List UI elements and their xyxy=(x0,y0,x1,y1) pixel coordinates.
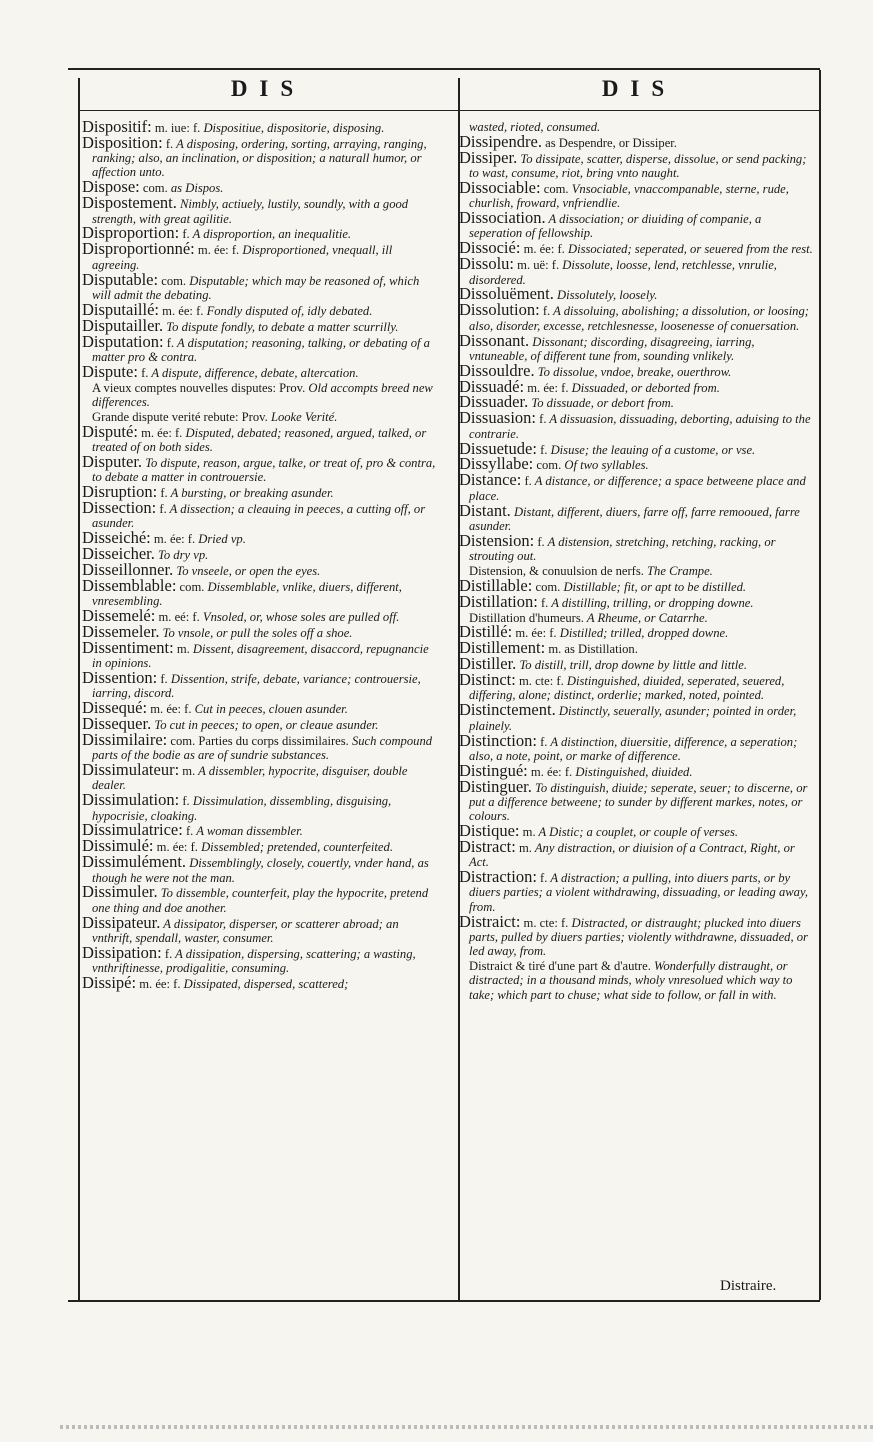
headword: Dissyllabe: xyxy=(459,454,534,474)
entry-grammar: A vieux comptes nouvelles disputes: Prov. xyxy=(92,380,306,395)
entry-grammar: f. xyxy=(536,412,547,427)
entry-definition: A dissection; a cleauing in peeces, a cutting off, or asunder. xyxy=(92,501,426,531)
entry-definition: To distinguish, diuide; seperate, seuer; to discerne, or put a difference betweene; to sunder by different markes, notes, or colours. xyxy=(469,780,808,824)
header-rule-right xyxy=(458,110,819,111)
dictionary-entry xyxy=(82,381,438,410)
headword: Disputer. xyxy=(82,451,143,471)
dictionary-entry xyxy=(82,331,438,365)
entry-definition: Fondly disputed of, idly debated. xyxy=(203,303,373,318)
entry-grammar: m. xyxy=(173,641,190,656)
entry-grammar: f. xyxy=(521,474,532,489)
entry-grammar: m. ée: f. xyxy=(147,702,192,717)
entry-definition: A dissipation, dispersing, scattering; a wasting, vnthriftinesse, prodigalitie, consuming. xyxy=(92,946,416,976)
dictionary-entry xyxy=(82,852,438,885)
headword: Distillation: xyxy=(459,591,538,611)
headword: Distillé: xyxy=(459,622,513,642)
entry-definition: A distraction; a pulling, into diuers parts, or by diuers parties; a violent withdrawing, dissuading, or leading away, from. xyxy=(469,871,808,914)
entry-grammar: com. xyxy=(139,181,168,196)
entry-definition: Such compound parts of the bodie as are of sundrie substances. xyxy=(92,733,433,763)
headword: Distant. xyxy=(459,500,511,520)
entry-grammar: f. xyxy=(534,534,545,549)
headword: Distension: xyxy=(459,530,535,550)
entry-definition: Distant, different, diuers, farre off, farre remooued, farre asunder. xyxy=(469,504,800,533)
entry-definition: wasted, rioted, consumed. xyxy=(469,120,601,134)
entry-definition: Wonderfully distraught, or distracted; in a thousand minds, wholy vnresolued which way to take; which part to chuse; what side to follow, or fall in with. xyxy=(469,959,793,1002)
headword: Dispositif: xyxy=(82,117,152,136)
entry-grammar: com. xyxy=(540,181,569,196)
headword: Dispose: xyxy=(82,177,140,197)
entry-grammar: f. xyxy=(162,136,174,151)
headword: Dissouldre. xyxy=(459,360,535,380)
running-head-left: DIS xyxy=(230,76,306,101)
entry-definition: Dissimulation, dissembling, disguising, hypocrisie, cloaking. xyxy=(92,794,392,823)
headword: Dissolu: xyxy=(459,254,515,274)
entry-definition: A distance, or difference; a space betweene place and place. xyxy=(469,474,806,503)
dictionary-entry xyxy=(459,776,813,824)
dictionary-entry xyxy=(459,500,813,534)
headword: Dispostement. xyxy=(82,193,177,213)
entry-grammar: f. xyxy=(137,365,149,380)
entry-definition: A woman dissembler. xyxy=(193,824,303,839)
entry-grammar: m. ée: f. xyxy=(520,242,565,257)
entry-definition: To distill, trill, drop downe by little and little. xyxy=(516,658,747,673)
entry-grammar: m. ée: f. xyxy=(524,380,569,395)
entry-definition: Dissemblingly, closely, couertly, vnder hand, as though he were not the man. xyxy=(92,856,429,885)
entry-grammar: m. ée: f. xyxy=(527,764,573,779)
dictionary-entry xyxy=(82,760,438,793)
dictionary-entry xyxy=(82,790,438,823)
entry-grammar: f. xyxy=(163,335,175,350)
bottom-rule xyxy=(68,1300,820,1302)
entry-definition: A disposing, ordering, sorting, arraying, ranging, ranking; also, an inclination, or disposition; a naturall humor, or affection unto. xyxy=(92,136,427,180)
scan-edge xyxy=(60,1425,873,1429)
headword: Dissemelé: xyxy=(82,605,156,625)
dictionary-entry xyxy=(82,912,438,946)
dictionary-entry xyxy=(459,300,813,333)
entry-definition: Disputable; which may be reasoned of, which will admit the debating. xyxy=(92,273,420,302)
entry-definition: Distracted, or distraught; plucked into diuers parts, pulled by diuers parties; violently withdrawne, dissuaded, or led away, from. xyxy=(469,915,808,959)
dictionary-entry xyxy=(459,147,813,181)
dictionary-entry xyxy=(459,408,813,441)
entry-definition: A dispute, difference, debate, altercation. xyxy=(148,365,359,380)
headword: Disseicher. xyxy=(82,544,155,563)
entry-grammar: m. xyxy=(515,840,532,855)
headword: Distance: xyxy=(459,470,522,490)
entry-definition: Distillable; fit, or apt to be distilled. xyxy=(560,579,747,594)
entry-grammar: com. xyxy=(533,458,562,473)
entry-grammar: m. ée: f. xyxy=(512,626,557,641)
entry-definition: A dissoluing, abolishing; a dissolution, or loosing; also, disorder, excesse, retchlesnesse, loosenesse of conuersation. xyxy=(469,304,809,333)
dictionary-entry xyxy=(459,670,813,703)
headword: Disputation: xyxy=(82,331,164,351)
entry-definition: Dissonant; discording, disagreeing, iarring, vntuneable, of different tune from, sounding vnlikely. xyxy=(469,334,755,363)
entry-definition: The Crampe. xyxy=(643,563,713,578)
entry-definition: A dissuasion, dissuading, deborting, aduising to the contrarie. xyxy=(469,412,811,441)
left-column xyxy=(82,117,438,992)
dictionary-entry xyxy=(459,208,813,241)
right-column xyxy=(459,120,813,1003)
entry-definition: To dispute, reason, argue, talke, or treat of, pro & contra, to debate a matter in controuersie. xyxy=(92,455,436,485)
entry-grammar: m. uë: f. xyxy=(514,258,560,273)
dictionary-entry xyxy=(82,451,438,485)
dictionary-entry xyxy=(459,177,813,211)
headword: Dissuasion: xyxy=(459,408,537,428)
entry-definition: Vnsoled, or, whose soles are pulled off. xyxy=(199,609,400,624)
headword: Distraction: xyxy=(459,867,537,887)
headword: Dissimuler. xyxy=(82,882,158,902)
entry-grammar: Distraict & tiré d'une part & d'autre. xyxy=(469,959,651,974)
entry-definition: To vnsole, or pull the soles off a shoe. xyxy=(159,625,353,640)
headword: Distinct: xyxy=(459,670,516,690)
headword: Disruption: xyxy=(82,482,158,502)
dictionary-entry xyxy=(82,667,438,701)
entry-grammar: f. xyxy=(536,734,548,749)
headword: Disposition: xyxy=(82,132,163,152)
entry-definition: A distilling, trilling, or dropping downe. xyxy=(548,595,754,610)
headword: Dissoluëment. xyxy=(459,284,554,304)
headword: Disproportion: xyxy=(82,223,180,243)
headword: Distract: xyxy=(459,836,516,856)
dictionary-entry xyxy=(82,637,438,671)
headword: Dissociable: xyxy=(459,177,541,197)
headword: Distinguer. xyxy=(459,776,532,796)
headword: Dissuader. xyxy=(459,392,529,412)
entry-grammar: com. Parties du corps dissimilaires. xyxy=(167,733,349,748)
dictionary-entry xyxy=(82,942,438,976)
entry-definition: To vnseele, or open the eyes. xyxy=(173,563,321,578)
entry-definition: Old accompts breed new differences. xyxy=(92,380,433,409)
headword: Dissequer. xyxy=(82,714,152,734)
dictionary-entry xyxy=(82,239,438,272)
headword: Dissipateur. xyxy=(82,912,161,932)
entry-definition: A Distic; a couplet, or couple of verses. xyxy=(535,825,738,840)
dictionary-entry xyxy=(82,361,438,381)
headword: Distraict: xyxy=(459,911,521,931)
dictionary-entry xyxy=(82,575,438,609)
headword: Dissuadé: xyxy=(459,376,525,396)
entry-grammar: f. xyxy=(157,671,168,686)
entry-definition: To dissipate, scatter, disperse, dissolue, or send packing; to wast, consume, riot, bring vnto naught. xyxy=(469,151,807,181)
entry-definition: A disproportion, an inequalitie. xyxy=(189,227,352,242)
entry-grammar: Distillation d'humeurs. xyxy=(469,610,584,625)
entry-definition: Distinguished, diuided. xyxy=(572,764,693,779)
entry-grammar: m. ée: f. xyxy=(159,303,204,318)
dictionary-entry xyxy=(82,973,438,992)
headword: Dissimulatrice: xyxy=(82,820,183,840)
entry-grammar: m. ée: f. xyxy=(136,977,181,991)
entry-definition: Disproportioned, vnequall, ill agreeing. xyxy=(92,243,393,272)
headword: Dissimulateur: xyxy=(82,760,180,780)
dictionary-entry xyxy=(459,530,813,564)
entry-grammar: f. xyxy=(157,486,168,501)
dictionary-entry xyxy=(82,729,438,763)
dictionary-entry xyxy=(459,591,813,611)
entry-definition: Nimbly, actiuely, lustily, soundly, with a good strength, with great agilitie. xyxy=(92,197,409,226)
headword: Dissociation. xyxy=(459,208,546,228)
entry-definition: Dissociated; seperated, or seuered from the rest. xyxy=(564,242,813,257)
headword: Disputable: xyxy=(82,269,159,289)
dictionary-entry xyxy=(82,132,438,180)
headword: Dissocié: xyxy=(459,238,521,258)
entry-definition: Dissemblable, vnlike, diuers, different, vnresembling. xyxy=(92,579,402,609)
entry-grammar: m. iue: f. xyxy=(151,121,201,135)
headword: Distiller. xyxy=(459,654,517,674)
top-rule xyxy=(68,68,820,70)
dictionary-entry xyxy=(459,867,813,914)
dictionary-entry xyxy=(82,193,438,226)
entry-definition: A dissipator, disperser, or scatterer abroad; an vnthrift, spendall, waster, consumer. xyxy=(92,916,399,945)
headword: Dissemeler. xyxy=(82,621,160,641)
entry-grammar: com. xyxy=(158,273,187,288)
dictionary-entry xyxy=(459,836,813,870)
headword: Dissentiment: xyxy=(82,637,174,657)
headword: Distillable: xyxy=(459,575,533,595)
entry-grammar: Distension, & conuulsion de nerfs. xyxy=(469,563,644,578)
headword: Dissonant. xyxy=(459,330,530,350)
header-rule-left xyxy=(78,110,458,111)
entry-grammar: f. xyxy=(536,442,548,457)
dictionary-entry xyxy=(459,959,813,1002)
entry-grammar: m. ée: f. xyxy=(153,840,198,855)
entry-grammar: m. ée: f. xyxy=(150,532,196,547)
entry-definition: Distilled; trilled, dropped downe. xyxy=(556,626,729,641)
entry-grammar: m. xyxy=(179,764,196,779)
dictionary-entry xyxy=(459,254,813,287)
headword: Distillement: xyxy=(459,638,546,658)
running-head-right: DIS xyxy=(601,76,677,101)
entry-definition: Dispositiue, dispositorie, disposing. xyxy=(200,121,385,135)
entry-grammar: com. xyxy=(532,579,561,594)
headword: Distingué: xyxy=(459,760,528,780)
entry-definition: To dissuade, or debort from. xyxy=(528,396,674,411)
headword: Disputailler. xyxy=(82,315,164,335)
entry-definition: To dispute fondly, to debate a matter scurrilly. xyxy=(163,319,399,334)
entry-grammar: m. xyxy=(519,825,536,840)
entry-grammar: f. xyxy=(182,824,194,839)
entry-definition: Dissolutely, loosely. xyxy=(553,288,658,303)
entry-grammar: m. ée: f. xyxy=(137,425,183,440)
entry-definition: A Rheume, or Catarrhe. xyxy=(583,610,708,625)
entry-definition: Dissembled; pretended, counterfeited. xyxy=(197,840,393,855)
entry-grammar: m. cte: f. xyxy=(520,915,569,930)
entry-grammar: m. ée: f. xyxy=(194,243,240,258)
headword: Distinction: xyxy=(459,730,537,750)
headword: Dissection: xyxy=(82,497,157,517)
dictionary-entry xyxy=(82,421,438,455)
entry-definition: A dissociation; or diuiding of companie, a seperation of fellowship. xyxy=(469,212,762,241)
entry-definition: A distinction, diuersitie, difference, a seperation; also, a note, point, or marke of difference. xyxy=(469,734,798,763)
entry-definition: Of two syllables. xyxy=(561,458,649,473)
entry-grammar: m. eé: f. xyxy=(155,609,200,624)
headword: Disproportionné: xyxy=(82,239,195,259)
right-border xyxy=(819,70,821,1300)
dictionary-entry xyxy=(82,269,438,303)
entry-grammar: f. xyxy=(539,304,551,319)
entry-definition: To dissemble, counterfeit, play the hypocrite, pretend one thing and doe another. xyxy=(92,886,429,915)
catchword: Distraire. xyxy=(720,1278,777,1294)
headword: Dissimulé: xyxy=(82,836,154,856)
headword: Dissipé: xyxy=(82,973,137,992)
entry-definition: Any distraction, or diuision of a Contract, Right, or Act. xyxy=(469,840,795,870)
headword: Dissiper. xyxy=(459,147,518,167)
entry-definition: Dissent, disagreement, disaccord, repugnancie in opinions. xyxy=(92,641,429,671)
dictionary-entry xyxy=(459,470,813,503)
entry-definition: as Dispos. xyxy=(167,181,224,196)
dictionary-entry xyxy=(459,730,813,764)
left-border xyxy=(78,78,80,1300)
entry-definition: Dissolute, loosse, lend, retchlesse, vnrulie, disordered. xyxy=(469,258,777,287)
headword: Dispute: xyxy=(82,361,138,381)
entry-definition: Dissipated, dispersed, scattered; xyxy=(180,977,349,991)
entry-definition: A bursting, or breaking asunder. xyxy=(167,486,334,501)
entry-definition: A dissembler, hypocrite, disguiser, double dealer. xyxy=(92,764,408,793)
entry-grammar: f. xyxy=(179,227,190,242)
entry-definition: To cut in peeces; to open, or cleaue asunder. xyxy=(151,718,379,733)
entry-grammar: f. xyxy=(156,501,167,516)
dictionary-entry xyxy=(82,882,438,915)
headword: Dissemblable: xyxy=(82,575,177,595)
headword: Disputaillé: xyxy=(82,299,159,319)
headword: Disseiché: xyxy=(82,528,151,548)
entry-grammar: Grande dispute verité rebute: Prov. xyxy=(92,409,268,424)
headword: Dissimulation: xyxy=(82,790,180,810)
entry-definition: Dried vp. xyxy=(195,532,246,547)
headword: Disputé: xyxy=(82,421,138,441)
entry-definition: To dry vp. xyxy=(154,548,209,562)
entry-grammar: f. xyxy=(537,595,549,610)
headword: Dissention: xyxy=(82,667,158,687)
entry-grammar: as Despendre, or Dissiper. xyxy=(541,135,677,150)
dictionary-entry xyxy=(459,330,813,364)
headword: Dissequé: xyxy=(82,698,148,718)
entry-definition: Cut in peeces, clouen asunder. xyxy=(191,702,348,717)
entry-definition: A distension, stretching, retching, racking, or strouting out. xyxy=(469,534,776,563)
entry-definition: Disuse; the leauing of a custome, or vse. xyxy=(547,442,756,457)
entry-grammar: com. xyxy=(176,579,205,594)
entry-definition: Looke Verité. xyxy=(267,409,338,424)
entry-grammar: m. as Distillation. xyxy=(545,642,638,657)
entry-grammar: f. xyxy=(179,794,190,809)
headword: Dissimilaire: xyxy=(82,729,168,749)
headword: Dissipendre. xyxy=(459,131,542,151)
entry-definition: Vnsociable, vnaccompanable, sterne, rude, churlish, froward, vnfriendlie. xyxy=(469,181,789,211)
entry-grammar: f. xyxy=(161,946,173,961)
headword: Distique: xyxy=(459,821,520,841)
headword: Distinctement. xyxy=(459,700,556,720)
entry-definition: A disputation; reasoning, talking, or debating of a matter pro & contra. xyxy=(92,335,430,364)
entry-definition: Disputed, debated; reasoned, argued, talked, or treated of on both sides. xyxy=(92,425,427,454)
dictionary-entry xyxy=(459,911,813,959)
headword: Disseillonner. xyxy=(82,559,174,579)
headword: Dissipation: xyxy=(82,942,162,962)
entry-grammar: f. xyxy=(536,871,548,886)
entry-definition: To dissolue, vndoe, breake, ouerthrow. xyxy=(534,364,732,379)
dictionary-entry xyxy=(459,700,813,733)
entry-grammar: m. cte: f. xyxy=(515,674,564,689)
entry-definition: Distinctly, seuerally, asunder; pointed in order, plainely. xyxy=(469,704,797,733)
entry-definition: Dissention, strife, debate, variance; controuersie, iarring, discord. xyxy=(92,671,421,701)
headword: Dissuetude: xyxy=(459,438,537,458)
entry-definition: Dissuaded, or deborted from. xyxy=(568,380,720,395)
entry-definition: Distinguished, diuided, seperated, seuered, differing, alone; distinct, orderlie; marked, noted, pointed. xyxy=(469,674,785,703)
headword: Dissolution: xyxy=(459,300,540,320)
headword: Dissimulément. xyxy=(82,852,187,872)
dictionary-entry xyxy=(82,497,438,531)
